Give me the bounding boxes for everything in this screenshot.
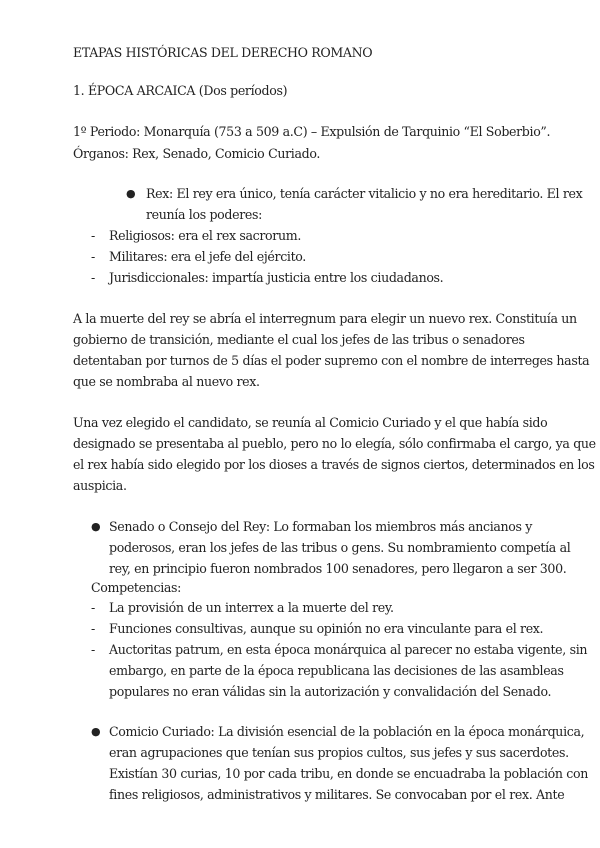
- bullet-icon: ●: [91, 520, 101, 533]
- periodo-line: 1º Periodo: Monarquía (753 a 509 a.C) – Expulsión de Tarquinio “El Soberbio”.: [73, 124, 551, 139]
- list-item-continuation: populares no eran válidas sin la autorización y convalidación del Senado.: [109, 684, 552, 699]
- paragraph-line: detentaban por turnos de 5 días el poder supremo con el nombre de interreges hasta: [73, 353, 590, 368]
- senado-text: rey, en principio fueron nombrados 100 senadores, pero llegaron a ser 300.: [109, 561, 567, 576]
- paragraph-line: gobierno de transición, mediante el cual los jefes de las tribus o senadores: [73, 332, 525, 347]
- dash-marker: -: [91, 600, 96, 615]
- senado-text: Senado o Consejo del Rey: Lo formaban los miembros más ancianos y: [109, 519, 533, 534]
- rex-text: reunía los poderes:: [146, 207, 262, 222]
- dash-marker: -: [91, 270, 96, 285]
- list-item-continuation: embargo, en parte de la época republicana las decisiones de las asambleas: [109, 663, 564, 678]
- list-item: Religiosos: era el rex sacrorum.: [109, 228, 301, 243]
- paragraph-line: auspicia.: [73, 478, 127, 493]
- paragraph-line: Una vez elegido el candidato, se reunía al Comicio Curiado y el que había sido: [73, 415, 548, 430]
- comicio-text: fines religiosos, administrativos y militares. Se convocaban por el rex. Ante: [109, 787, 565, 802]
- list-item: Auctoritas patrum, en esta época monárquica al parecer no estaba vigente, sin: [109, 642, 588, 657]
- dash-marker: -: [91, 249, 96, 264]
- competencias-label: Competencias:: [91, 580, 182, 595]
- comicio-text: eran agrupaciones que tenían sus propios cultos, sus jefes y sus sacerdotes.: [109, 745, 569, 760]
- paragraph-line: que se nombraba al nuevo rex.: [73, 374, 260, 389]
- comicio-text: Comicio Curiado: La división esencial de la población en la época monárquica,: [109, 724, 585, 739]
- list-item: Jurisdiccionales: impartía justicia entre los ciudadanos.: [109, 270, 444, 285]
- list-item: Militares: era el jefe del ejército.: [109, 249, 306, 264]
- paragraph-line: el rex había sido elegido por los dioses a través de signos ciertos, determinados en los: [73, 457, 595, 472]
- section-heading: 1. ÉPOCA ARCAICA (Dos períodos): [73, 83, 288, 98]
- document-title: ETAPAS HISTÓRICAS DEL DERECHO ROMANO: [73, 45, 373, 60]
- paragraph-line: A la muerte del rey se abría el interregnum para elegir un nuevo rex. Constituía un: [73, 311, 577, 326]
- list-item: La provisión de un interrex a la muerte del rey.: [109, 600, 394, 615]
- bullet-icon: ●: [91, 725, 101, 738]
- rex-text: Rex: El rey era único, tenía carácter vitalicio y no era hereditario. El rex: [146, 186, 583, 201]
- dash-marker: -: [91, 228, 96, 243]
- dash-marker: -: [91, 621, 96, 636]
- comicio-text: Existían 30 curias, 10 por cada tribu, en donde se encuadraba la población con: [109, 766, 588, 781]
- paragraph-line: designado se presentaba al pueblo, pero no lo elegía, sólo confirmaba el cargo, ya que: [73, 436, 596, 451]
- dash-marker: -: [91, 642, 96, 657]
- senado-text: poderosos, eran los jefes de las tribus o gens. Su nombramiento competía al: [109, 540, 571, 555]
- bullet-icon: ●: [126, 187, 136, 200]
- organos-line: Órganos: Rex, Senado, Comicio Curiado.: [73, 146, 320, 161]
- list-item: Funciones consultivas, aunque su opinión no era vinculante para el rex.: [109, 621, 544, 636]
